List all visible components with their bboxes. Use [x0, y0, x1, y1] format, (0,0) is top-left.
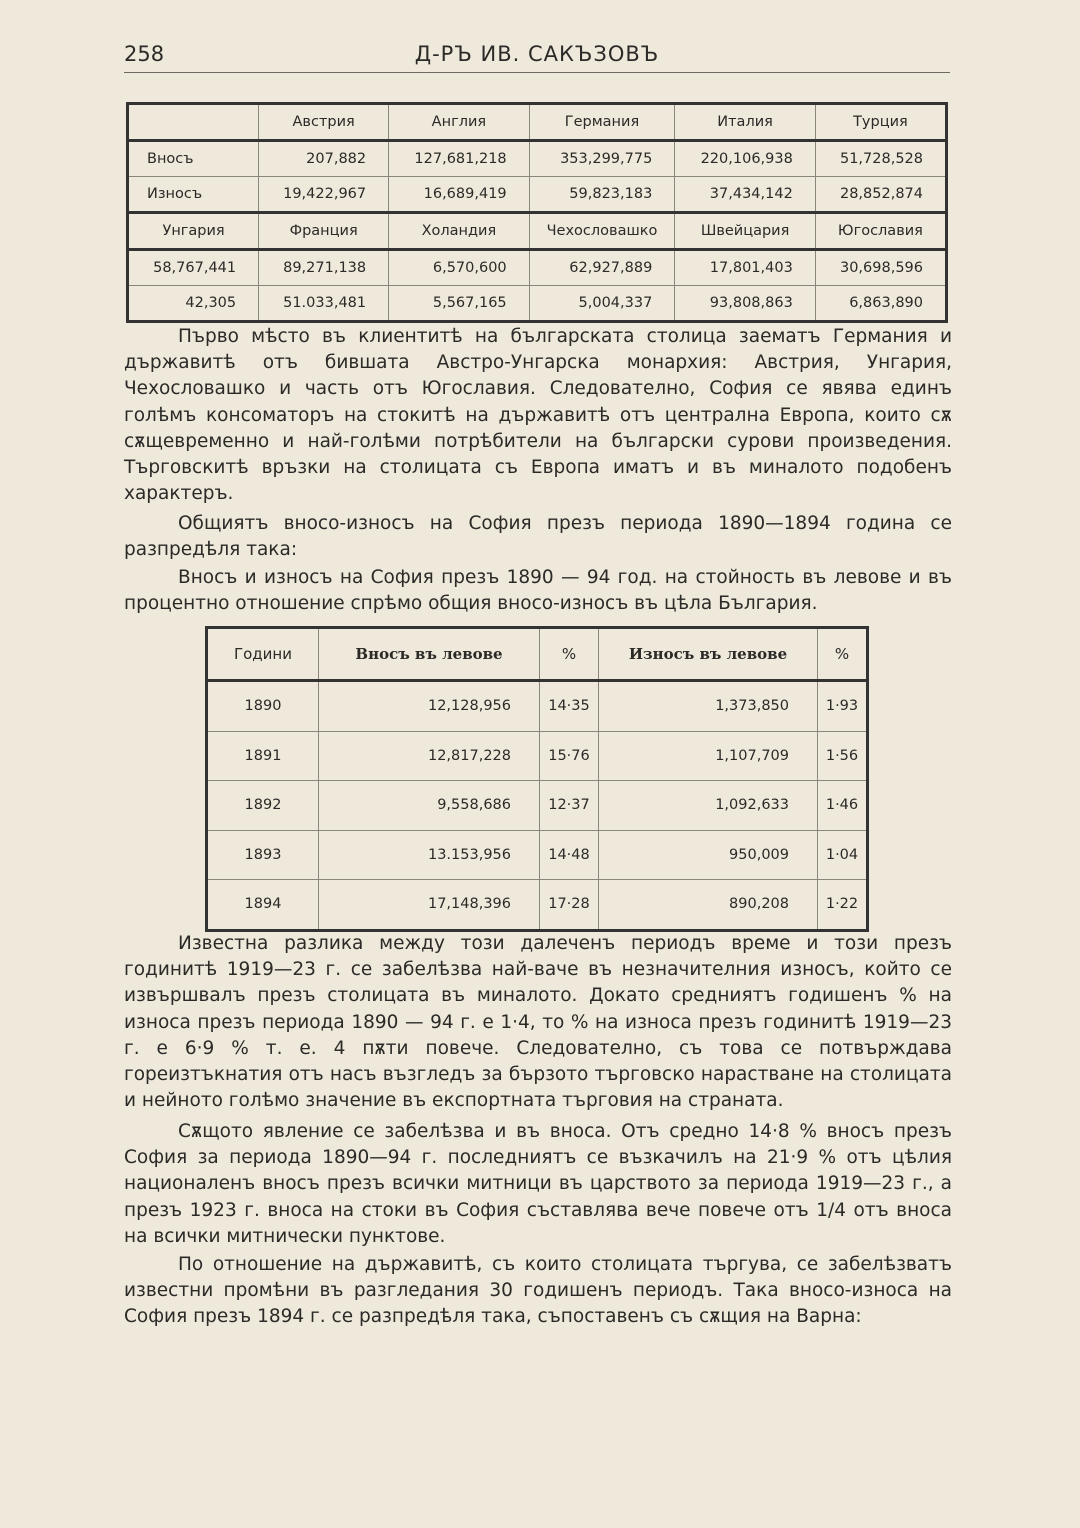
table-header-cell: Вносъ въ левове	[319, 628, 540, 681]
running-title: Д-РЪ ИВ. САКЪЗОВЪ	[414, 42, 660, 66]
table-cell: 1893	[207, 830, 319, 880]
table-cell: 16,689,419	[389, 177, 530, 213]
table-cell: 30,698,596	[815, 250, 946, 286]
table-cell: 62,927,889	[529, 250, 675, 286]
table-cell: 14·35	[540, 681, 599, 732]
table-caption: Вносъ и износъ на София презъ 1890 — 94 год. на стойность въ левове и въ процентно отношение спрѣмо общия вносо-износъ въ цѣла България.	[124, 567, 952, 615]
table-cell: 58,767,441	[128, 250, 259, 286]
table-cell: Югославия	[815, 213, 946, 250]
table-cell: Износъ	[128, 177, 259, 213]
table-row	[128, 286, 947, 322]
table-cell: 51,728,528	[815, 141, 946, 177]
table-cell: 353,299,775	[529, 141, 675, 177]
table-cell: 19,422,967	[259, 177, 389, 213]
table-cell: Вносъ	[128, 141, 259, 177]
table-row	[207, 880, 868, 931]
table-cell: Швейцария	[675, 213, 816, 250]
table-cell: 1,092,633	[599, 781, 818, 831]
table-cell: 28,852,874	[815, 177, 946, 213]
paragraph: Общиятъ вносо-износъ на София презъ периода 1890—1894 година се разпредѣля така:	[124, 513, 952, 561]
table-cell: 13.153,956	[319, 830, 540, 880]
trade-by-country-table	[126, 102, 948, 323]
table-cell: Холандия	[389, 213, 530, 250]
table-cell: 42,305	[128, 286, 259, 322]
table-cell: 37,434,142	[675, 177, 816, 213]
table-header-cell: Години	[207, 628, 319, 681]
page-header	[124, 42, 950, 73]
table-cell: 207,882	[259, 141, 389, 177]
table-cell: 12·37	[540, 781, 599, 831]
table-cell: 17·28	[540, 880, 599, 931]
paragraph: Сѫщото явление се забелѣзва и въ вноса. Отъ средно 14·8 % вносъ презъ София за периода 1890—94 г. последниятъ се възкачилъ на 21·9 % отъ цѣлия националенъ вносъ презъ всички митници въ царството за периода 1919—23 г., а презъ 1923 г. вноса на стоки въ София съставлява вече повече отъ 1/4 отъ вноса на всички митнически пунктове.	[124, 1121, 952, 1247]
table-cell: 17,148,396	[319, 880, 540, 931]
table-cell: 59,823,183	[529, 177, 675, 213]
table-cell: 127,681,218	[389, 141, 530, 177]
table-header-cell: %	[818, 628, 868, 681]
page-number: 258	[124, 42, 165, 66]
table-cell: 890,208	[599, 880, 818, 931]
paragraph: По отношение на държавитѣ, съ които столицата търгува, се забелѣзватъ известни промѣни въ разгледания 30 годишенъ периодъ. Така вносо-износа на София презъ 1894 г. се разпредѣля така, съпоставенъ съ сѫщия на Варна:	[124, 1254, 952, 1328]
table-cell: 1·56	[818, 731, 868, 781]
table-cell: 1,373,850	[599, 681, 818, 732]
table-cell: 17,801,403	[675, 250, 816, 286]
table-row	[207, 681, 868, 732]
table-cell: 1·93	[818, 681, 868, 732]
table-cell: 14·48	[540, 830, 599, 880]
table-cell: 6,570,600	[389, 250, 530, 286]
table-cell: 1892	[207, 781, 319, 831]
table-cell: 950,009	[599, 830, 818, 880]
paragraph: Известна разлика между този далеченъ периодъ време и този презъ годинитѣ 1919—23 г. се забелѣзва най-ваче въ незначителния износъ, който се извършвалъ презъ столицата въ миналото. Докато средниятъ годишенъ % на износа презъ периода 1890 — 94 г. е 1·4, то % на износа презъ годинитѣ 1919—23 г. е 6·9 % т. е. 4 пѫти повече. Следователно, съ това се потвърждава гореизтъкнатия отъ насъ възгледъ за бързото търговско нарастване на столицата и нейното голѣмо значение въ експортната търговия на страната.	[124, 933, 952, 1112]
table-row	[207, 781, 868, 831]
table-row	[128, 177, 947, 213]
table-row	[128, 250, 947, 286]
table-cell: 93,808,863	[675, 286, 816, 322]
table-cell: Чехословашко	[529, 213, 675, 250]
table-cell: 5,004,337	[529, 286, 675, 322]
table-cell: 1·46	[818, 781, 868, 831]
table-cell: 1891	[207, 731, 319, 781]
table-cell: Англия	[389, 104, 530, 141]
table-cell: 1·22	[818, 880, 868, 931]
table-header-cell: Износъ въ левове	[599, 628, 818, 681]
table-cell: 220,106,938	[675, 141, 816, 177]
table-cell: 9,558,686	[319, 781, 540, 831]
table-cell: 12,817,228	[319, 731, 540, 781]
table-cell: 6,863,890	[815, 286, 946, 322]
table-row	[128, 141, 947, 177]
table-cell: Австрия	[259, 104, 389, 141]
table-cell: 1890	[207, 681, 319, 732]
table-cell: 1·04	[818, 830, 868, 880]
import-export-table	[205, 626, 869, 932]
table-cell: 15·76	[540, 731, 599, 781]
table-cell: Унгария	[128, 213, 259, 250]
table-cell: 89,271,138	[259, 250, 389, 286]
table-row	[207, 731, 868, 781]
table-cell: 12,128,956	[319, 681, 540, 732]
table-row	[207, 830, 868, 880]
table-cell: 5,567,165	[389, 286, 530, 322]
table-header-row	[128, 104, 947, 141]
table-cell: 51.033,481	[259, 286, 389, 322]
table-cell: 1894	[207, 880, 319, 931]
table-cell: 1,107,709	[599, 731, 818, 781]
paragraph: Първо мѣсто въ клиентитѣ на българската столица заематъ Германия и държавитѣ отъ бившата Австро-Унгарска монархия: Австрия, Унгария, Чехословашко и часть отъ Югославия. Следователно, София се явява единъ голѣмъ консоматоръ на стокитѣ на държавитѣ отъ централна Европа, които сѫ сѫщевременно и най-голѣми потрѣбители на български сурови произведения. Търговскитѣ връзки на столицата съ Европа иматъ и въ миналото подобенъ характеръ.	[124, 326, 952, 505]
table-header-row	[207, 628, 868, 681]
table-header-row	[128, 213, 947, 250]
table-cell: Турция	[815, 104, 946, 141]
table-header-cell: %	[540, 628, 599, 681]
table-cell: Франция	[259, 213, 389, 250]
table-cell: Италия	[675, 104, 816, 141]
table-cell	[128, 104, 259, 141]
table-cell: Германия	[529, 104, 675, 141]
